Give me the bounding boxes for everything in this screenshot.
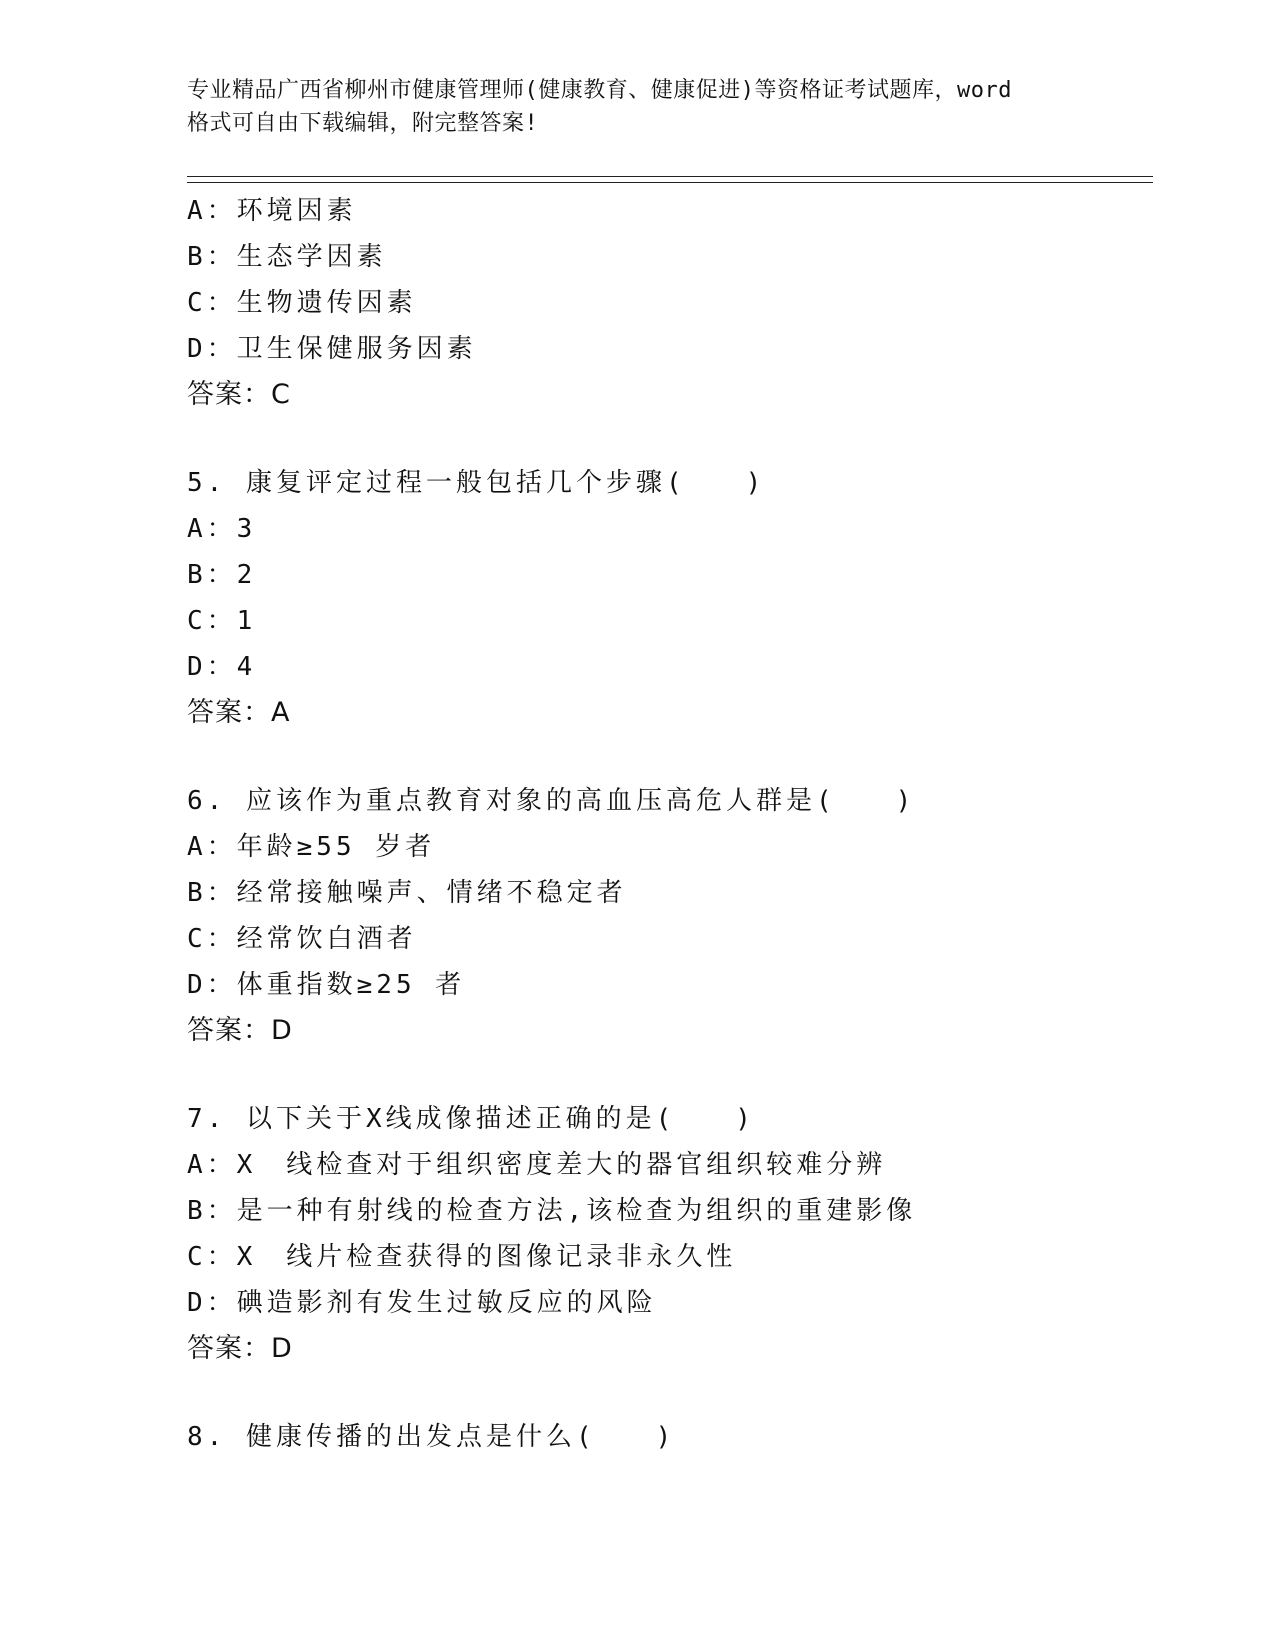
answer: 答案：A — [187, 697, 291, 728]
question-text: 6. 应该作为重点教育对象的高血压高危人群是( ) — [187, 786, 916, 816]
option-c: C：经常饮白酒者 — [187, 924, 417, 954]
option-d: D：卫生保健服务因素 — [187, 334, 477, 364]
question-text: 8. 健康传播的出发点是什么( ) — [187, 1422, 676, 1452]
question-5 — [187, 460, 1153, 736]
option-a: A：3 — [187, 514, 257, 544]
answer: 答案：D — [187, 1333, 293, 1364]
answer: 答案：D — [187, 1015, 293, 1046]
option-a: A：X 线检查对于组织密度差大的器官组织较难分辨 — [187, 1150, 887, 1180]
header-line-2: 格式可自由下载编辑，附完整答案! — [187, 111, 539, 136]
option-a: A：环境因素 — [187, 196, 357, 226]
header-divider-top — [187, 176, 1153, 177]
document-header — [187, 74, 1087, 140]
option-d: D：4 — [187, 652, 257, 682]
header-divider-bottom — [187, 182, 1153, 183]
question-4 — [187, 188, 1153, 418]
option-c: C：1 — [187, 606, 257, 636]
option-c: C：生物遗传因素 — [187, 288, 417, 318]
question-8 — [187, 1414, 1153, 1460]
question-6 — [187, 778, 1153, 1054]
option-b: B：经常接触噪声、情绪不稳定者 — [187, 878, 627, 908]
answer: 答案：C — [187, 379, 291, 410]
option-b: B：是一种有射线的检查方法,该检查为组织的重建影像 — [187, 1196, 917, 1226]
option-a: A：年龄≥55 岁者 — [187, 832, 436, 862]
question-7 — [187, 1096, 1153, 1372]
header-line-1: 专业精品广西省柳州市健康管理师(健康教育、健康促进)等资格证考试题库，word — [187, 78, 1012, 103]
option-d: D：碘造影剂有发生过敏反应的风险 — [187, 1288, 657, 1318]
question-text: 5. 康复评定过程一般包括几个步骤( ) — [187, 468, 766, 498]
question-list — [187, 188, 1153, 1460]
option-b: B：生态学因素 — [187, 242, 387, 272]
option-b: B：2 — [187, 560, 257, 590]
question-text: 7. 以下关于X线成像描述正确的是( ) — [187, 1104, 755, 1134]
option-c: C：X 线片检查获得的图像记录非永久性 — [187, 1242, 737, 1272]
option-d: D：体重指数≥25 者 — [187, 970, 466, 1000]
